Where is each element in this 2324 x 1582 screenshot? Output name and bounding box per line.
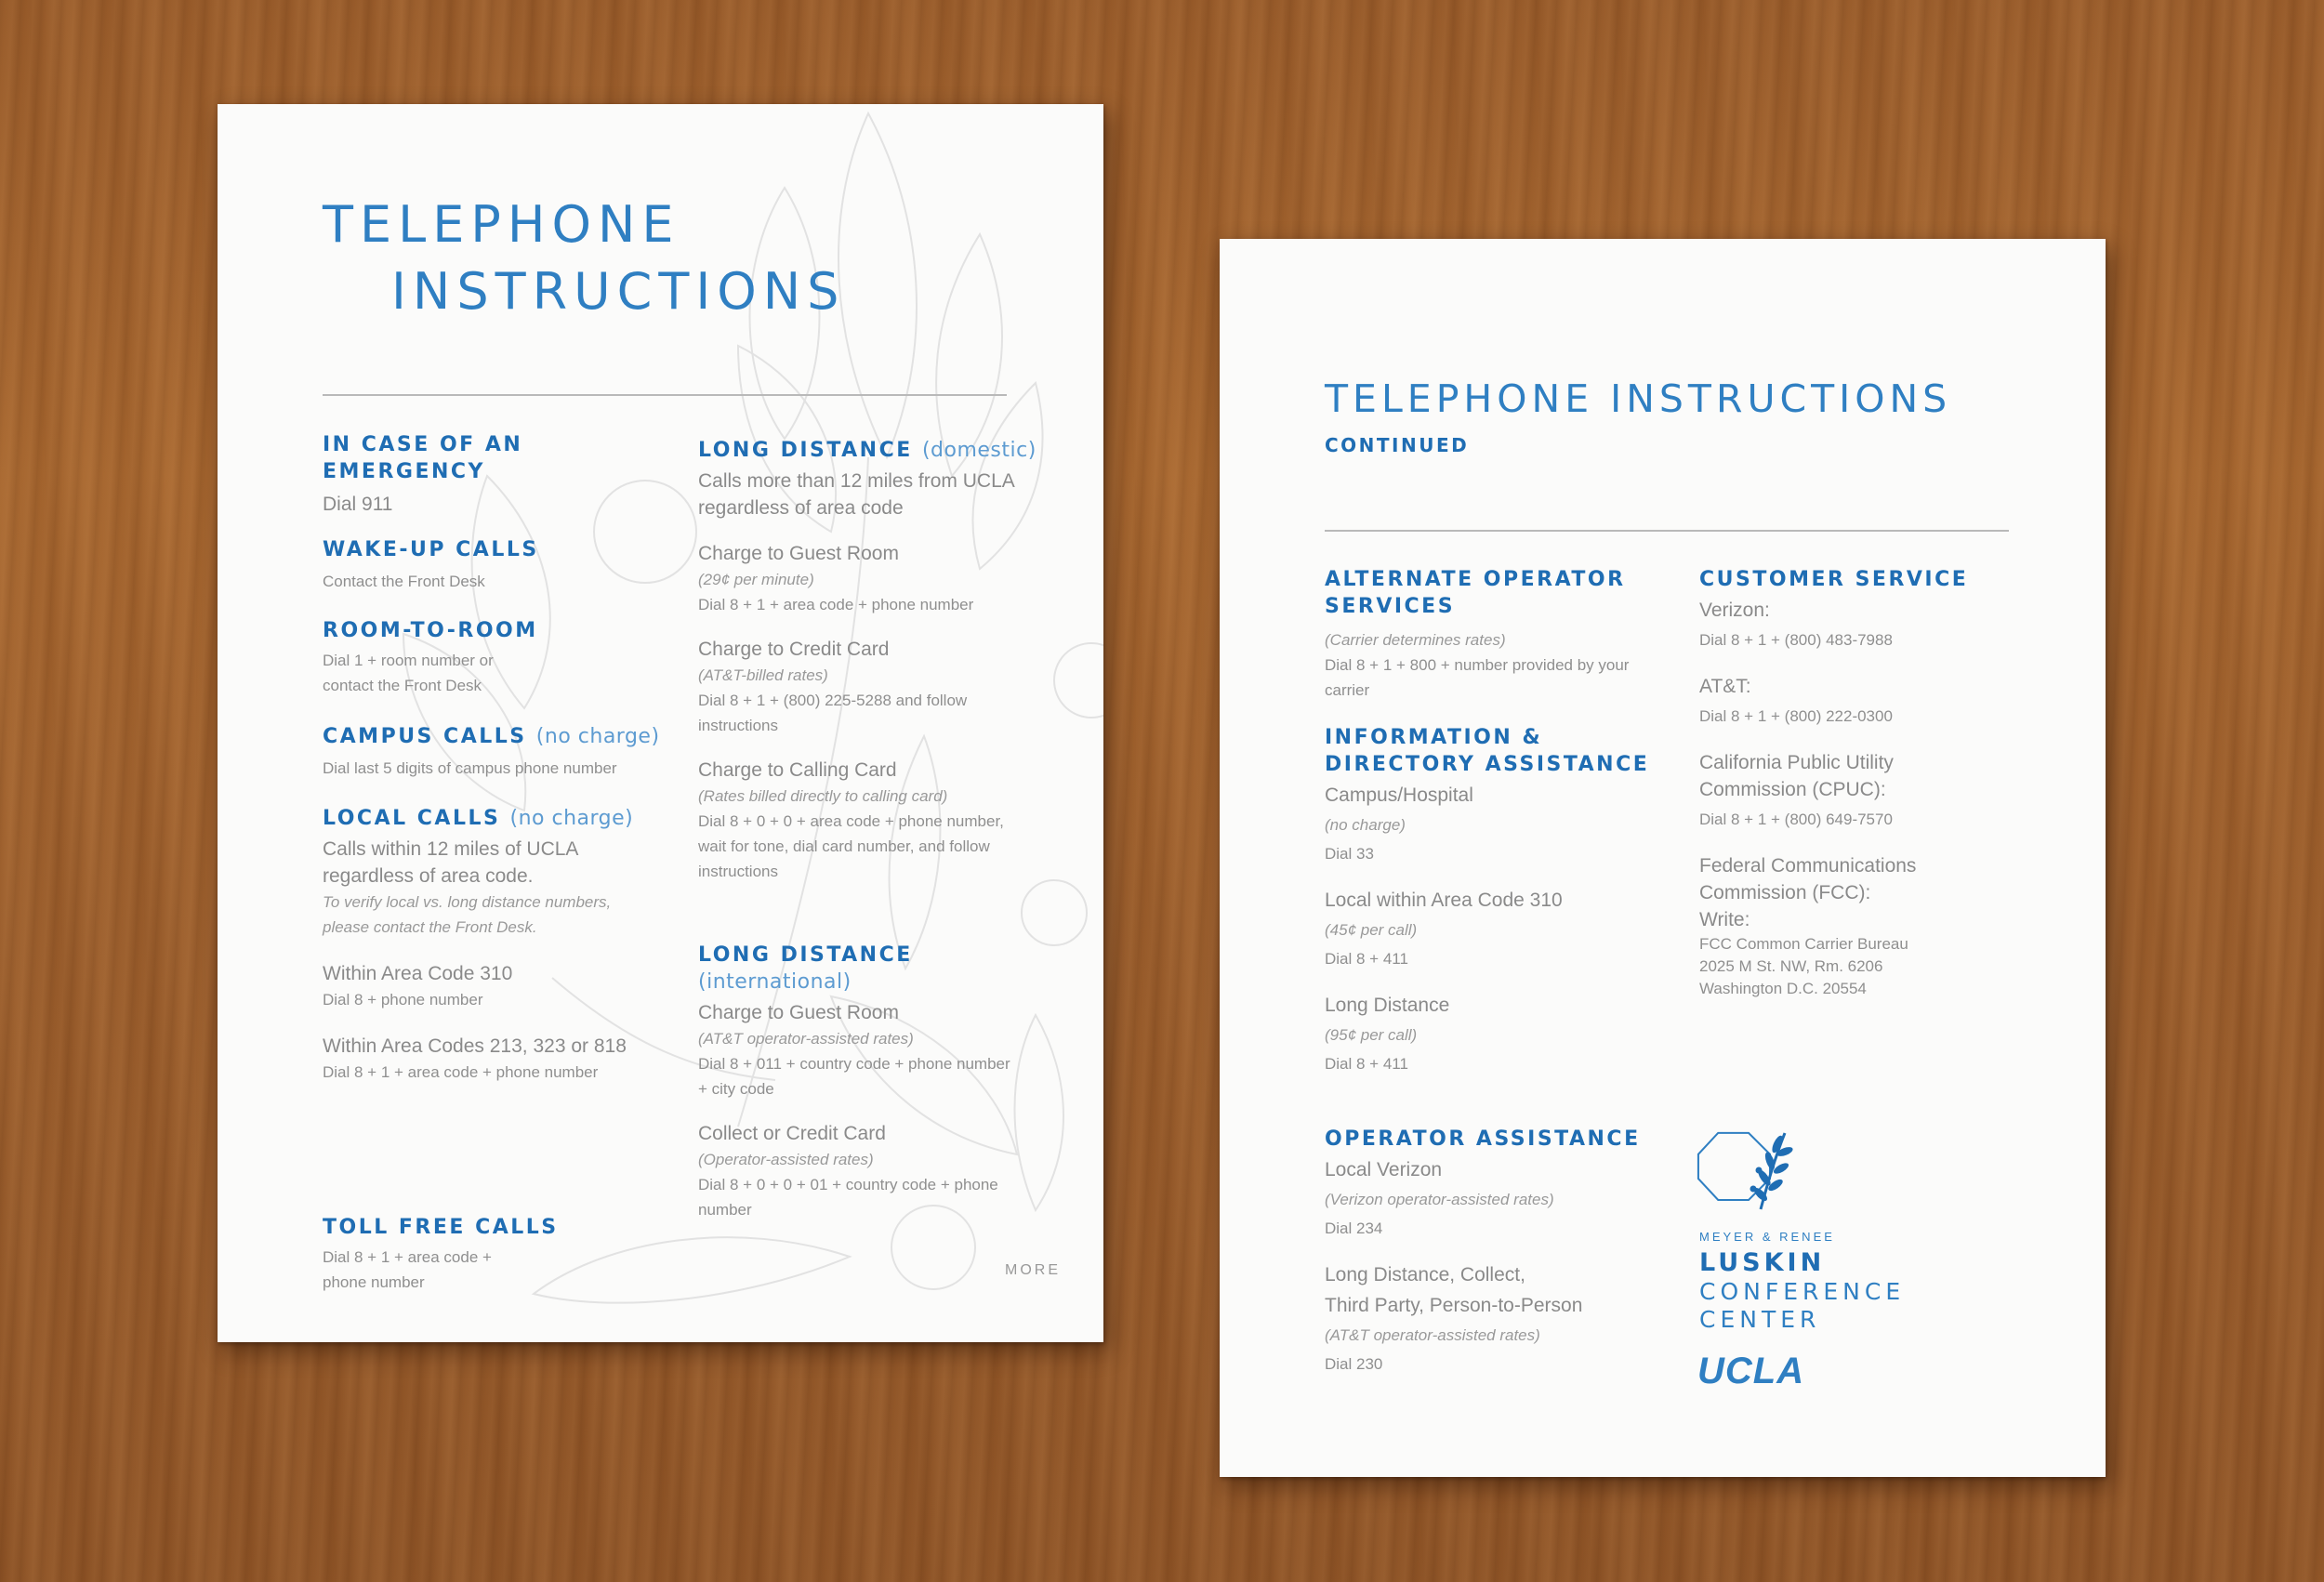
guest-room-rate: (29¢ per minute) [698, 571, 814, 588]
intl-collect-label: Collect or Credit Card [698, 1123, 886, 1144]
credit-card-rate: (AT&T-billed rates) [698, 666, 828, 684]
customer-heading: CUSTOMER SERVICE [1699, 568, 1969, 591]
calling-card-dial-3: instructions [698, 863, 778, 880]
credit-card-dial-1: Dial 8 + 1 + (800) 225-5288 and follow [698, 692, 968, 709]
info-ld-label: Long Distance [1325, 995, 1450, 1016]
emergency-section [323, 431, 685, 518]
cpuc-label-2: Commission (CPUC): [1699, 779, 1886, 800]
more-label: MORE [1005, 1262, 1061, 1278]
within-213-dial: Dial 8 + 1 + area code + phone number [323, 1063, 599, 1081]
title-divider [323, 394, 1007, 396]
room-section [323, 617, 685, 698]
operator-ld-rate: (AT&T operator-assisted rates) [1325, 1326, 1540, 1344]
local-italic-2: please contact the Front Desk. [323, 918, 537, 936]
continued-subtitle: CONTINUED [1325, 434, 1470, 456]
operator-ld-label-1: Long Distance, Collect, [1325, 1264, 1525, 1285]
ld-domestic-note: (domestic) [921, 439, 1037, 462]
luskin-logo-mark-icon [1696, 1124, 1798, 1217]
logo-luskin: LUSKIN [1699, 1248, 1826, 1277]
verizon-label: Verizon: [1699, 600, 1770, 621]
cpuc-label-1: California Public Utility [1699, 752, 1894, 773]
within-213-label: Within Area Codes 213, 323 or 818 [323, 1035, 627, 1057]
logo-conference: CONFERENCE [1699, 1278, 1906, 1305]
tollfree-text-2: phone number [323, 1273, 425, 1291]
calling-card-rate: (Rates billed directly to calling card) [698, 787, 948, 805]
info-heading-1: INFORMATION & [1325, 726, 1543, 749]
fcc-label-2: Commission (FCC): [1699, 882, 1871, 903]
within-310-label: Within Area Code 310 [323, 963, 513, 984]
guest-room-label: Charge to Guest Room [698, 543, 899, 564]
alternate-operator-section [1325, 566, 1697, 703]
emergency-text: Dial 911 [323, 494, 393, 515]
info-heading-2: DIRECTORY ASSISTANCE [1325, 753, 1650, 776]
fcc-address-3: Washington D.C. 20554 [1699, 980, 1867, 997]
operator-heading: OPERATOR ASSISTANCE [1325, 1127, 1641, 1151]
campus-note: (no charge) [535, 725, 660, 748]
alternate-dial-1: Dial 8 + 1 + 800 + number provided by your [1325, 656, 1630, 674]
ld-international-section [698, 942, 1070, 1222]
calling-card-label: Charge to Calling Card [698, 759, 897, 781]
room-text-1: Dial 1 + room number or [323, 652, 494, 669]
fcc-address-1: FCC Common Carrier Bureau [1699, 935, 1908, 953]
tollfree-text-1: Dial 8 + 1 + area code + [323, 1248, 492, 1266]
ld-domestic-heading [698, 437, 1070, 464]
info-ld-rate: (95¢ per call) [1325, 1026, 1418, 1044]
customer-service-section [1699, 566, 2071, 1000]
operator-ld-dial: Dial 230 [1325, 1355, 1383, 1373]
local-heading-text: LOCAL CALLS [323, 807, 501, 830]
local-section [323, 805, 694, 1085]
ld-domestic-section [698, 437, 1070, 884]
instruction-card-front [218, 104, 1103, 1342]
fcc-address-2: 2025 M St. NW, Rm. 6206 [1699, 957, 1883, 975]
ld-domestic-text-1: Calls more than 12 miles from UCLA [698, 470, 1015, 492]
campus-heading [323, 723, 694, 750]
ucla-logo: UCLA [1697, 1351, 1805, 1391]
guest-room-dial: Dial 8 + 1 + area code + phone number [698, 596, 974, 613]
intl-guest-dial-1: Dial 8 + 011 + country code + phone number [698, 1055, 1010, 1073]
info-directory-section [1325, 724, 1697, 1076]
credit-card-dial-2: instructions [698, 717, 778, 734]
room-text-2: contact the Front Desk [323, 677, 482, 694]
cpuc-dial: Dial 8 + 1 + (800) 649-7570 [1699, 811, 1893, 828]
info-campus-dial: Dial 33 [1325, 845, 1374, 863]
intl-guest-dial-2: + city code [698, 1080, 774, 1098]
room-heading: ROOM-TO-ROOM [323, 619, 538, 642]
page-title-line-1: TELEPHONE [323, 195, 680, 254]
info-local-rate: (45¢ per call) [1325, 921, 1418, 939]
wakeup-text: Contact the Front Desk [323, 573, 485, 590]
credit-card-label: Charge to Credit Card [698, 639, 890, 660]
intl-guest-rate: (AT&T operator-assisted rates) [698, 1030, 914, 1048]
ld-international-note: (international) [698, 970, 852, 994]
logo-center: CENTER [1699, 1306, 1821, 1333]
info-campus-label: Campus/Hospital [1325, 784, 1473, 806]
local-text-2: regardless of area code. [323, 865, 534, 887]
campus-section [323, 723, 694, 781]
page-title-line-2: INSTRUCTIONS [391, 262, 846, 321]
wakeup-section [323, 536, 685, 594]
logo-subtitle: MEYER & RENEE [1699, 1230, 1835, 1244]
verizon-dial: Dial 8 + 1 + (800) 483-7988 [1699, 631, 1893, 649]
local-italic-1: To verify local vs. long distance numbers, [323, 893, 612, 911]
local-note: (no charge) [509, 807, 634, 830]
info-ld-dial: Dial 8 + 411 [1325, 1055, 1408, 1073]
tollfree-heading: TOLL FREE CALLS [323, 1216, 559, 1239]
operator-local-rate: (Verizon operator-assisted rates) [1325, 1191, 1554, 1208]
att-label: AT&T: [1699, 676, 1751, 697]
att-dial: Dial 8 + 1 + (800) 222-0300 [1699, 707, 1893, 725]
local-text-1: Calls within 12 miles of UCLA [323, 838, 579, 860]
info-campus-rate: (no charge) [1325, 816, 1406, 834]
operator-local-dial: Dial 234 [1325, 1219, 1383, 1237]
intl-collect-dial-1: Dial 8 + 0 + 0 + 01 + country code + phone [698, 1176, 998, 1193]
calling-card-dial-1: Dial 8 + 0 + 0 + area code + phone number, [698, 812, 1004, 830]
calling-card-dial-2: wait for tone, dial card number, and follow [698, 837, 990, 855]
alternate-heading-2: SERVICES [1325, 595, 1456, 618]
intl-collect-dial-2: number [698, 1201, 752, 1219]
alternate-rate: (Carrier determines rates) [1325, 631, 1506, 649]
intl-collect-rate: (Operator-assisted rates) [698, 1151, 874, 1168]
info-local-label: Local within Area Code 310 [1325, 890, 1563, 911]
local-heading [323, 805, 694, 832]
operator-local-label: Local Verizon [1325, 1159, 1443, 1180]
alternate-heading-1: ALTERNATE OPERATOR [1325, 568, 1626, 591]
ld-domestic-text-2: regardless of area code [698, 497, 904, 519]
within-310-dial: Dial 8 + phone number [323, 991, 483, 1009]
alternate-dial-2: carrier [1325, 681, 1370, 699]
ld-international-heading [698, 942, 1070, 995]
campus-text: Dial last 5 digits of campus phone number [323, 759, 617, 777]
continued-page-title: TELEPHONE INSTRUCTIONS [1325, 376, 1952, 421]
intl-guest-label: Charge to Guest Room [698, 1002, 899, 1023]
fcc-label-1: Federal Communications [1699, 855, 1917, 877]
info-local-dial: Dial 8 + 411 [1325, 950, 1408, 968]
continued-title-divider [1325, 530, 2009, 532]
fcc-label-3: Write: [1699, 909, 1750, 930]
campus-heading-text: CAMPUS CALLS [323, 725, 527, 748]
ld-domestic-heading-text: LONG DISTANCE [698, 439, 913, 462]
operator-assistance-section [1325, 1126, 1697, 1377]
instruction-card-continued [1220, 239, 2106, 1477]
wakeup-heading: WAKE-UP CALLS [323, 538, 539, 561]
emergency-heading: IN CASE OF AN EMERGENCY [323, 433, 523, 483]
ld-international-heading-text: LONG DISTANCE [698, 943, 913, 967]
operator-ld-label-2: Third Party, Person-to-Person [1325, 1295, 1583, 1316]
tollfree-section [323, 1214, 685, 1295]
